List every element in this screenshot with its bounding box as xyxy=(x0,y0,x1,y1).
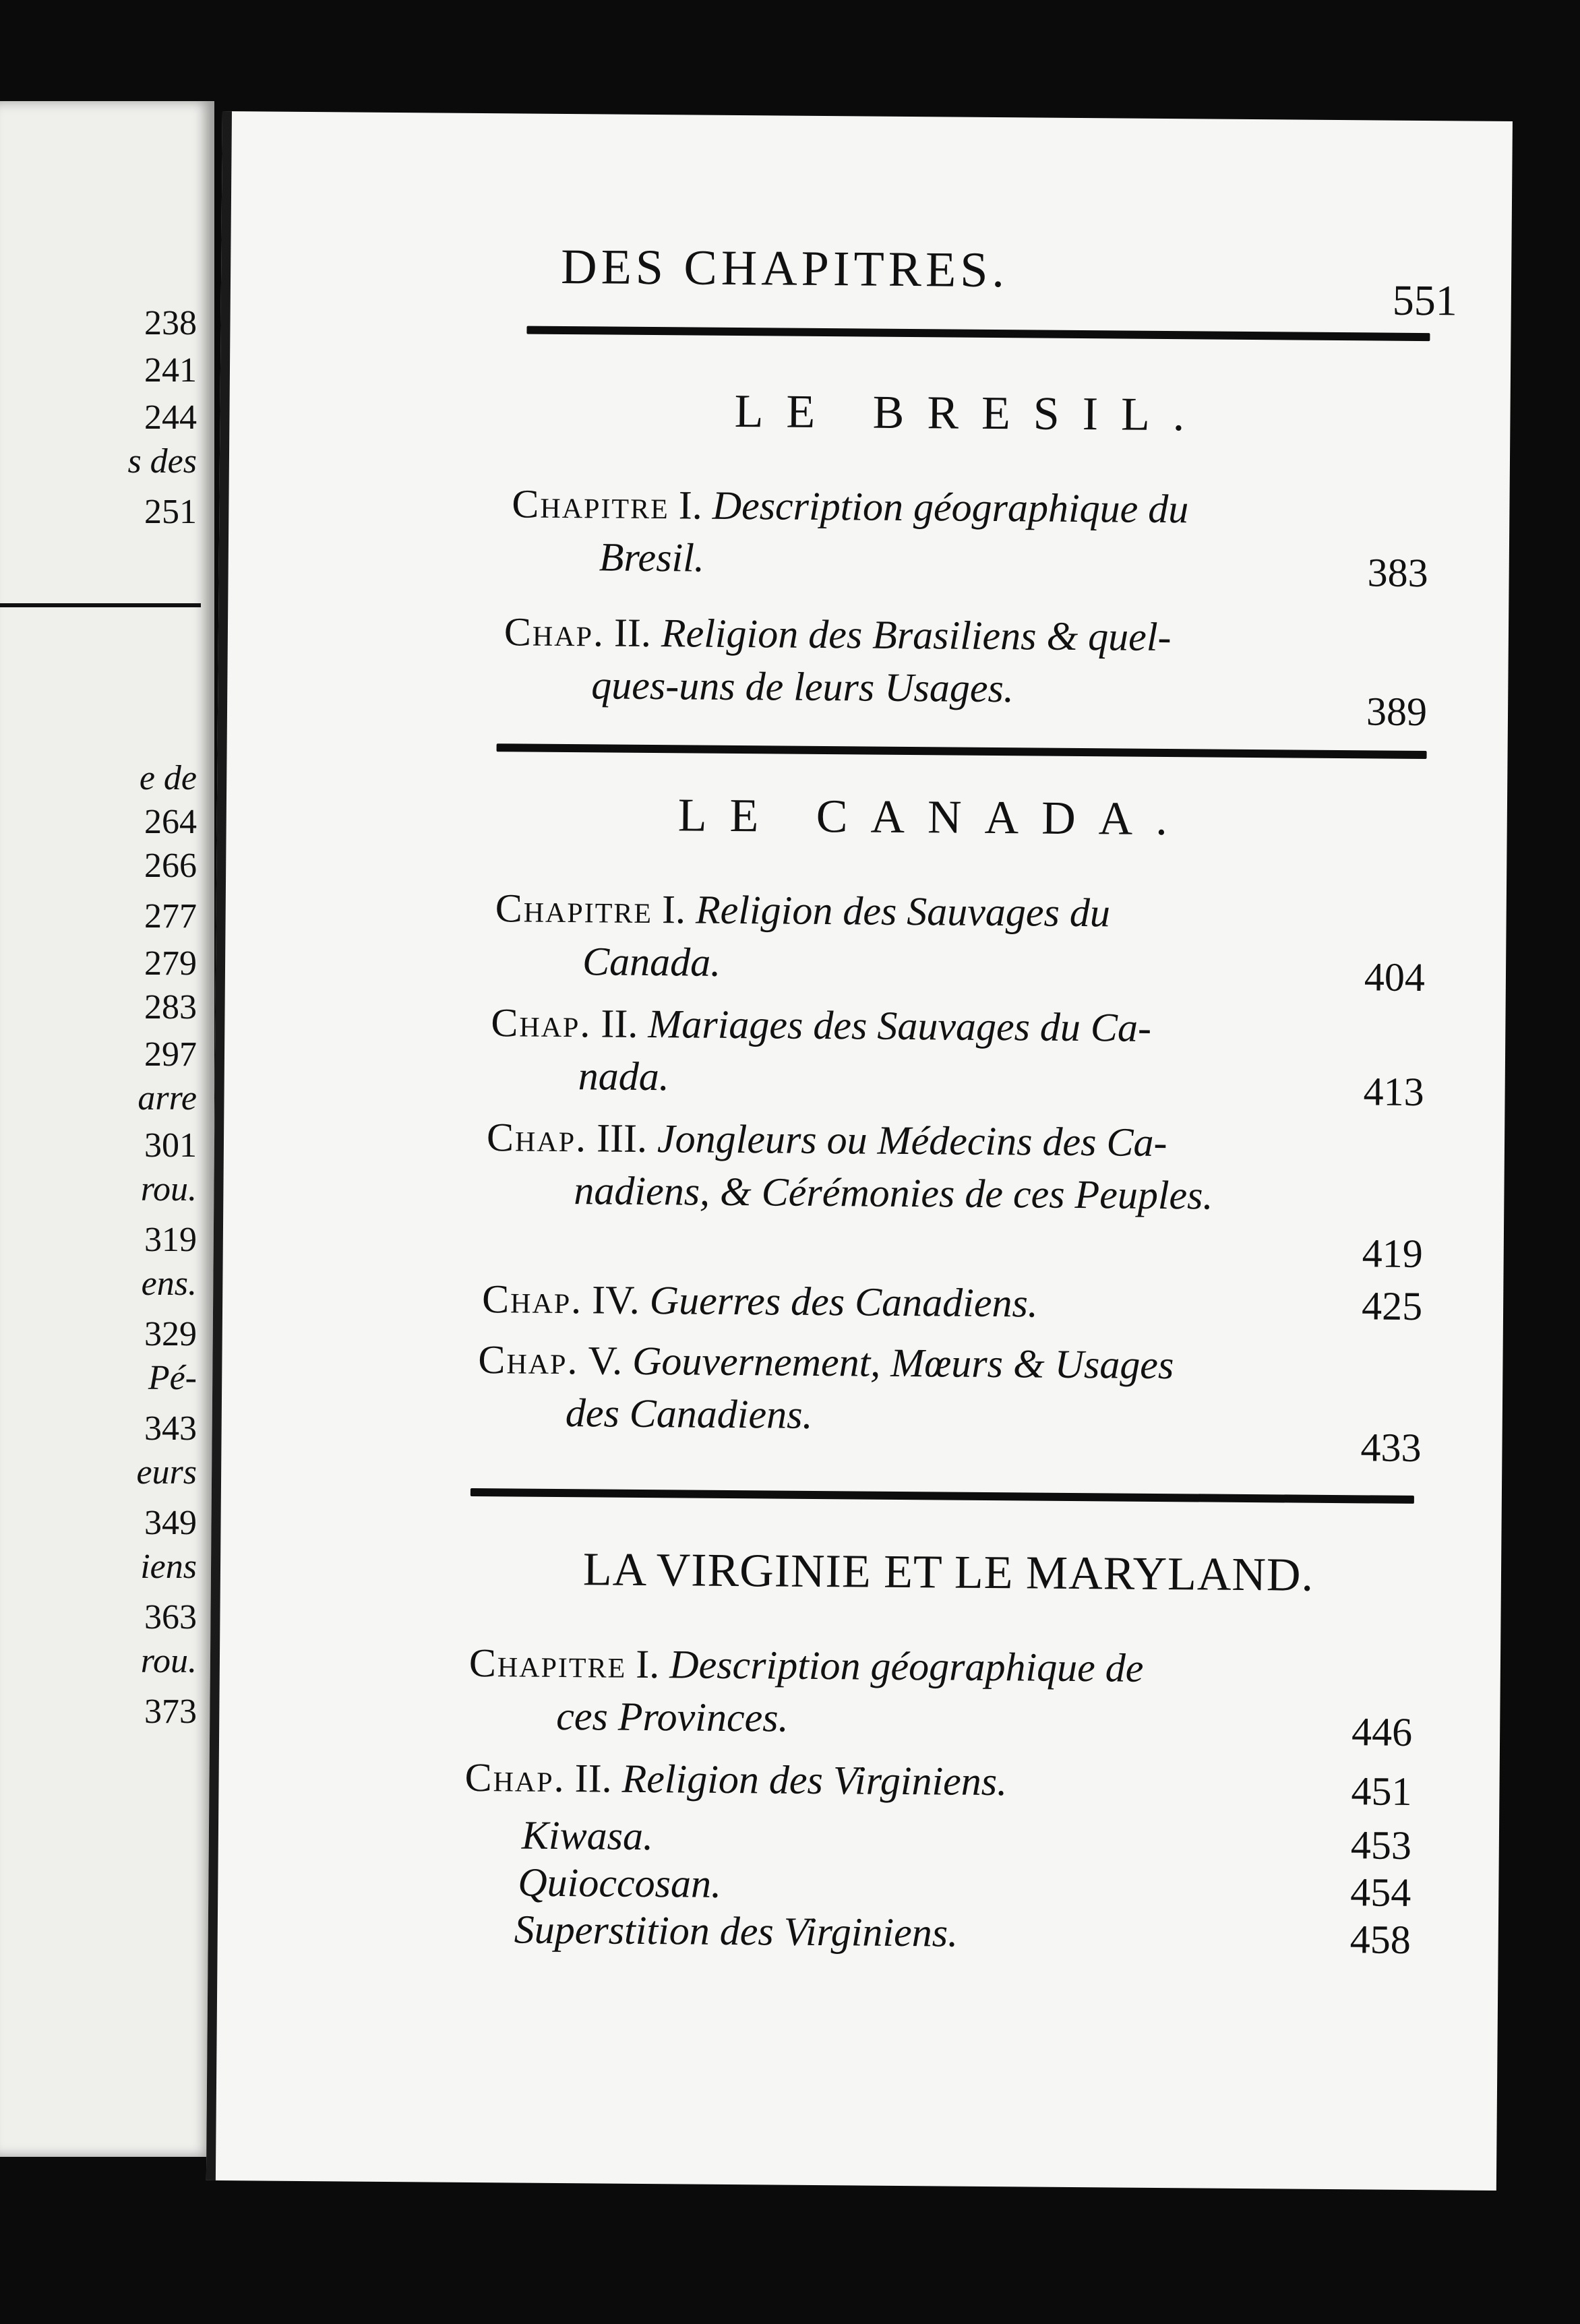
facing-page-line: Pé- xyxy=(148,1359,197,1397)
entry-page: 413 xyxy=(1363,1069,1424,1115)
toc-entry xyxy=(490,996,1424,1115)
entry-title-continued: des Canadiens. xyxy=(565,1390,813,1437)
entry-title: Religion des Virginiens. xyxy=(621,1756,1008,1804)
entry-title: Description géographique du xyxy=(712,483,1189,532)
entry-label: Chap. xyxy=(491,1000,592,1046)
facing-page-line: 283 xyxy=(144,988,197,1027)
facing-page-line: 266 xyxy=(144,847,197,885)
page-number: 551 xyxy=(1392,276,1458,325)
entry-title: Gouvernement, Mœurs & Usages xyxy=(632,1338,1174,1388)
subentry-page: 458 xyxy=(1349,1917,1411,1962)
toc-entry xyxy=(486,1111,1424,1277)
facing-page-line: 251 xyxy=(144,493,197,531)
entry-label: Chap. xyxy=(481,1277,583,1322)
facing-page-line: 297 xyxy=(144,1035,197,1074)
facing-page-line: s des xyxy=(127,442,197,481)
facing-page-line: 301 xyxy=(144,1126,197,1165)
toc-entry xyxy=(478,1333,1422,1471)
facing-page-line: arre xyxy=(138,1079,197,1118)
facing-page-line: 329 xyxy=(144,1315,197,1353)
facing-page-line: rou. xyxy=(140,1170,197,1209)
facing-page-line: 363 xyxy=(144,1598,197,1637)
header-rule xyxy=(526,326,1430,342)
toc-entry xyxy=(504,605,1428,735)
toc-entry xyxy=(468,1637,1413,1754)
facing-page-fragment xyxy=(0,101,214,2157)
section-rule xyxy=(470,1488,1414,1504)
toc-entry xyxy=(482,1273,1423,1333)
entry-label: Chapitre xyxy=(468,1640,627,1686)
section-title-bresil: LE BRESIL. xyxy=(734,385,1208,441)
entry-title: Description géographique de xyxy=(669,1642,1144,1690)
facing-page-line: e de xyxy=(139,759,197,797)
facing-page-line: 373 xyxy=(144,1692,197,1731)
entry-label: Chapitre xyxy=(512,481,670,528)
entry-title-continued: Bresil. xyxy=(599,534,705,580)
entry-number: I. xyxy=(678,483,703,528)
facing-page-line: 244 xyxy=(144,398,197,437)
entry-title-continued: Canada. xyxy=(582,939,721,985)
toc-entry xyxy=(512,477,1429,596)
entry-page: 451 xyxy=(1351,1769,1412,1814)
subentry-title: Kiwasa. xyxy=(521,1812,654,1859)
subentry-page: 454 xyxy=(1350,1870,1411,1915)
subentry-title: Superstition des Virginiens. xyxy=(514,1907,959,1955)
entry-page: 425 xyxy=(1361,1283,1423,1329)
book-page xyxy=(206,111,1513,2191)
entry-title-continued: nada. xyxy=(578,1053,670,1099)
subentry-page: 453 xyxy=(1350,1823,1412,1868)
facing-page-line: 279 xyxy=(144,944,197,983)
facing-page-line: eurs xyxy=(136,1453,197,1492)
entry-number: II. xyxy=(613,610,652,656)
entry-label: Chapitre xyxy=(495,886,653,932)
entry-title: Jongleurs ou Médecins des Ca- xyxy=(657,1116,1167,1165)
entry-number: V. xyxy=(588,1338,623,1383)
section-rule xyxy=(497,743,1427,759)
section-title-virginie: LA VIRGINIE ET LE MARYLAND. xyxy=(582,1543,1314,1601)
entry-label: Chap. xyxy=(504,609,605,655)
entry-page: 389 xyxy=(1366,689,1428,735)
toc-entry xyxy=(495,882,1426,1000)
entry-number: I. xyxy=(661,887,686,932)
entry-title-continued: nadiens, & Cérémonies de ces Peuples. xyxy=(574,1168,1213,1218)
entry-page: 404 xyxy=(1364,954,1426,1000)
entry-title-continued: ces Provinces. xyxy=(556,1693,789,1740)
entry-number: II. xyxy=(601,1001,638,1046)
running-head: DES CHAPITRES. xyxy=(560,239,1009,299)
entry-title-continued: ques-uns de leurs Usages. xyxy=(591,663,1014,711)
facing-page-line: 238 xyxy=(144,304,197,342)
facing-page-line: iens xyxy=(140,1548,197,1586)
entry-page: 433 xyxy=(1360,1425,1422,1471)
entry-title: Religion des Sauvages du xyxy=(695,887,1111,936)
facing-page-line: rou. xyxy=(140,1642,197,1680)
toc-entry xyxy=(464,1751,1412,1814)
entry-label: Chap. xyxy=(464,1754,566,1801)
entry-number: I. xyxy=(636,1641,660,1687)
entry-page: 446 xyxy=(1351,1709,1413,1754)
entry-page: 383 xyxy=(1367,550,1428,596)
facing-page-line: 264 xyxy=(144,803,197,841)
facing-page-line: 319 xyxy=(144,1221,197,1259)
facing-page-line: 241 xyxy=(144,351,197,390)
entry-title: Mariages des Sauvages du Ca- xyxy=(648,1002,1152,1050)
entry-title-continued xyxy=(482,1325,1422,1333)
entry-number: IV. xyxy=(591,1277,640,1322)
entry-number: III. xyxy=(596,1115,648,1161)
entry-page: 419 xyxy=(1362,1231,1424,1277)
entry-title: Religion des Brasiliens & quel- xyxy=(661,611,1172,660)
entry-title-continued xyxy=(464,1804,1411,1811)
facing-page-rule xyxy=(0,603,201,607)
subentry-title: Quioccosan. xyxy=(518,1860,722,1906)
facing-page-line: 349 xyxy=(144,1504,197,1542)
section-title-canada: LE CANADA. xyxy=(677,789,1191,846)
facing-page-line: ens. xyxy=(141,1264,197,1303)
entry-label: Chap. xyxy=(478,1337,579,1383)
entry-title: Guerres des Canadiens. xyxy=(649,1278,1039,1326)
entry-number: II. xyxy=(574,1756,612,1801)
facing-page-line: 343 xyxy=(144,1409,197,1448)
facing-page-line: 277 xyxy=(144,897,197,936)
entry-label: Chap. xyxy=(486,1115,588,1161)
